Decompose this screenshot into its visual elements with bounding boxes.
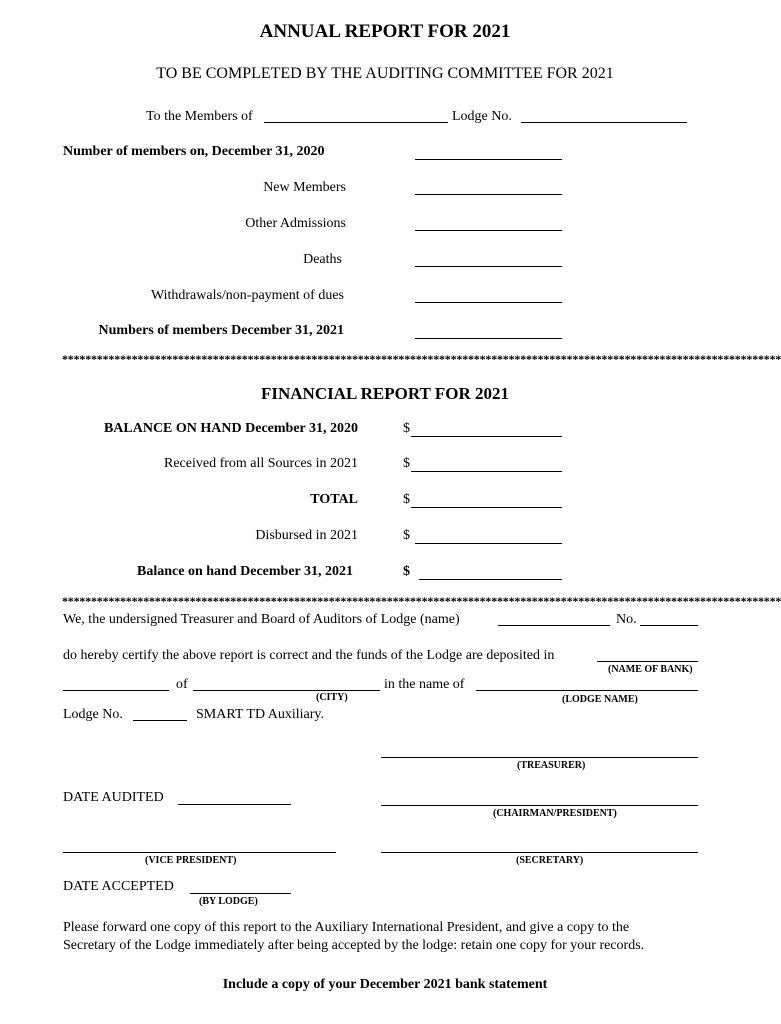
bank-location-line	[63, 690, 169, 691]
withdrawals-line	[415, 302, 562, 303]
balance-start-field[interactable]	[411, 423, 562, 437]
balance-end-line	[419, 579, 562, 580]
new-members-label: New Members	[263, 180, 346, 195]
date-audited-line	[178, 804, 291, 805]
bank-statement-note: Include a copy of your December 2021 bank statement	[222, 977, 548, 992]
instructions-line-2: Secretary of the Lodge immediately after being accepted by the lodge: retain one copy for your records.	[63, 938, 645, 953]
secretary-signature-line	[381, 852, 698, 853]
city-caption: (CITY)	[316, 692, 348, 703]
balance-end-label: Balance on hand December 31, 2021	[137, 564, 353, 579]
report-subtitle: TO BE COMPLETED BY THE AUDITING COMMITTEE FOR 2021	[156, 65, 614, 82]
total-dollar: $	[403, 492, 410, 507]
chairman-signature-field[interactable]	[381, 792, 698, 806]
new-members-line	[415, 194, 562, 195]
vice-president-signature-line	[63, 852, 336, 853]
cert-no-line	[640, 625, 698, 626]
in-name-label: in the name of	[384, 677, 465, 692]
treasurer-caption: (TREASURER)	[517, 760, 586, 771]
date-accepted-field[interactable]	[190, 880, 291, 894]
chairman-caption: (CHAIRMAN/PRESIDENT)	[493, 808, 617, 819]
received-field[interactable]	[411, 458, 562, 472]
members-start-line	[415, 159, 562, 160]
balance-start-line	[411, 436, 562, 437]
withdrawals-label: Withdrawals/non-payment of dues	[150, 288, 344, 303]
disbursed-line	[415, 543, 562, 544]
date-accepted-line	[190, 893, 291, 894]
deaths-line	[415, 266, 562, 267]
balance-end-field[interactable]	[419, 566, 562, 580]
lodge-no-line	[521, 122, 687, 123]
date-audited-field[interactable]	[178, 791, 291, 805]
treasurer-signature-field[interactable]	[381, 744, 698, 758]
date-audited-label: DATE AUDITED	[63, 790, 164, 805]
secretary-signature-field[interactable]	[381, 839, 698, 853]
financial-title: FINANCIAL REPORT FOR 2021	[261, 384, 509, 403]
balance-start-label: BALANCE ON HAND December 31, 2020	[103, 421, 358, 436]
other-admissions-label: Other Admissions	[245, 216, 346, 231]
members-end-field[interactable]	[415, 325, 562, 339]
chairman-signature-line	[381, 805, 698, 806]
members-end-label: Numbers of members December 31, 2021	[98, 323, 344, 338]
instructions-line-1: Please forward one copy of this report to the Auxiliary International President, and give a copy to the	[63, 920, 630, 935]
balance-start-dollar: $	[403, 421, 410, 436]
received-label: Received from all Sources in 2021	[163, 456, 358, 471]
section-separator: ****************************************************************************************************************************	[62, 352, 781, 366]
received-dollar: $	[403, 456, 410, 471]
balance-end-dollar: $	[403, 564, 410, 579]
members-end-line	[415, 338, 562, 339]
cert-lodge-no-label: Lodge No.	[63, 707, 123, 722]
cert-no-label: No.	[616, 612, 637, 627]
to-members-label: To the Members of	[146, 109, 253, 124]
disbursed-label: Disbursed in 2021	[255, 528, 358, 543]
total-field[interactable]	[411, 494, 562, 508]
auxiliary-label: SMART TD Auxiliary.	[196, 707, 325, 722]
treasurer-signature-line	[381, 757, 698, 758]
deaths-field[interactable]	[415, 253, 562, 267]
vice-president-signature-field[interactable]	[63, 839, 336, 853]
members-start-field[interactable]	[415, 146, 562, 160]
bank-caption: (NAME OF BANK)	[608, 664, 693, 675]
lodge-no-label: Lodge No.	[452, 109, 512, 124]
of-label: of	[176, 677, 188, 692]
other-admissions-line	[415, 230, 562, 231]
lodge-name-cert-line	[498, 625, 610, 626]
lodge-name-caption: (LODGE NAME)	[562, 694, 638, 705]
total-label: TOTAL	[310, 492, 358, 507]
section-separator-2: ****************************************************************************************************************************	[62, 594, 781, 608]
date-accepted-label: DATE ACCEPTED	[63, 879, 174, 894]
city-line	[193, 690, 380, 691]
bank-name-line	[597, 661, 698, 662]
deaths-label: Deaths	[303, 252, 342, 267]
secretary-caption: (SECRETARY)	[516, 855, 584, 866]
lodge-name-deposit-line	[476, 690, 698, 691]
certify-line-1: We, the undersigned Treasurer and Board of Auditors of Lodge (name)	[63, 612, 460, 627]
other-admissions-field[interactable]	[415, 217, 562, 231]
disbursed-dollar: $	[403, 528, 410, 543]
report-title: ANNUAL REPORT FOR 2021	[259, 21, 511, 42]
disbursed-field[interactable]	[415, 530, 562, 544]
by-lodge-caption: (BY LODGE)	[199, 896, 258, 907]
total-line	[411, 507, 562, 508]
received-line	[411, 471, 562, 472]
new-members-field[interactable]	[415, 181, 562, 195]
cert-lodge-no-line	[133, 720, 187, 721]
members-start-label: Number of members on, December 31, 2020	[63, 144, 325, 159]
lodge-name-line	[264, 122, 448, 123]
vice-president-caption: (VICE PRESIDENT)	[145, 855, 237, 866]
certify-line-2: do hereby certify the above report is correct and the funds of the Lodge are deposited in	[63, 648, 555, 663]
withdrawals-field[interactable]	[415, 289, 562, 303]
